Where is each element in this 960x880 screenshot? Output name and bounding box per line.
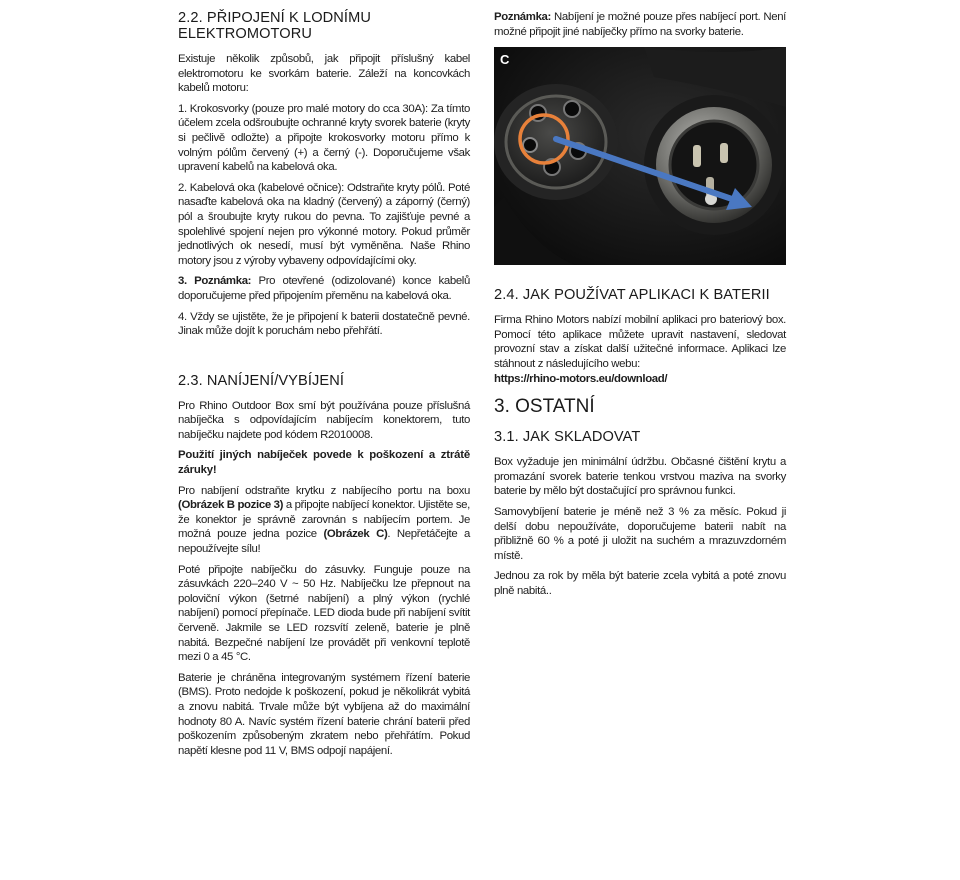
section-3-title: 3. OSTATNÍ (494, 396, 595, 418)
storage-text-2: Samovybíjení baterie je méně než 3 % za měsíc. Pokud ji delší dobu nepoužíváte, doporučujeme baterii nabít na přibližně 60 % a poté ji uložit na suchém a mrazuvzdorném místě. (494, 505, 786, 562)
bms-description: Baterie je chráněna integrovaným systémem řízení baterie (BMS). Proto nedojde k poškození, pokud je několikrát vybitá a znovu nabitá. Trvale může být vybíjena až do maximální hodnoty 80 A. Navíc systém řízení baterie chrání baterii před poškozením způsobeným zkratem nebo přehřátím. Pokud napětí klesne pod 11 V, BMS odpojí napájení. (178, 671, 470, 757)
photo-label: C (500, 52, 510, 68)
right-column (494, 10, 786, 605)
section-2-2-intro: Existuje několik způsobů, jak připojit příslušný kabel elektromotoru ke svorkám baterie. Záleží na koncovkách kabelů motoru: (178, 53, 470, 95)
charging-instructions: Pro nabíjení odstraňte krytku z nabíjecího portu na boxu (Obrázek B pozice 3) a připojte nabíjecí konektor. Ujistěte se, že konektor je správně zarovnán s nabíjecím portem. Je možná pouze jedna pozice (Obrázek C). Nepřetáčejte a nepoužívejte sílu! (178, 484, 470, 556)
section-2-2-item-3: 3. Poznámka: Pro otevřené (odizolované) konce kabelů doporučujeme před připojením přeměnu na kabelová oka. (178, 275, 470, 302)
section-2-2-item-2: 2. Kabelová oka (kabelové očnice): Odstraňte kryty pólů. Poté nasaďte kabelová oka na kladný (červený) a záporný (černý) pól a šroubujte kryty rukou do pevna. To zajišťuje pevné a spolehlivé spojení nejen pro výkonné motory. Pokud průměr jednotlivých ok nesedí, musí být vyměněna. Naše Rhino motory jsou z výroby vybaveny odpovídajícími oky. (178, 181, 470, 267)
section-2-3-title: 2.3. NANÍJENÍ/VYBÍJENÍ (178, 372, 345, 389)
section-2-2-title: 2.2. PŘIPOJENÍ K LODNÍMU ELEKTROMOTORU (178, 10, 371, 42)
charger-usage: Poté připojte nabíječku do zásuvky. Funguje pouze na zásuvkách 220–240 V ~ 50 Hz. Nabíječku lze přepnout na poloviční výkon (šetrné nabíjení) a plný výkon (rychlé nabíjení) pomocí přepínače. LED dioda bude při nabíjení svítit červeně. Jakmile se LED rozsvítí zeleně, baterie je plně nabitá. Bezpečné nabíjení lze provádět při venkovní teplotě mezi 0 a 45 °C. (178, 563, 470, 664)
section-3-1-title: 3.1. JAK SKLADOVAT (494, 429, 641, 446)
section-2-2-item-4: 4. Vždy se ujistěte, že je připojení k baterii dostatečně pevné. Jinak může dojít k poruchám nebo přehřátí. (178, 310, 470, 338)
warranty-warning: Použití jiných nabíječek povede k poškození a ztrátě záruky! (178, 449, 470, 477)
connector-photo (494, 47, 786, 265)
left-column (178, 10, 470, 764)
section-2-3-intro: Pro Rhino Outdoor Box smí být používána pouze příslušná nabíječka s odpovídajícím nabíjecím konektorem, tuto nabíječku najdete pod kódem R2010008. (178, 399, 470, 441)
connector-photo-illustration (494, 47, 786, 265)
section-2-4-title: 2.4. JAK POUŽÍVAT APLIKACI K BATERII (494, 287, 770, 304)
download-link[interactable]: https://rhino-motors.eu/download/ (494, 372, 668, 385)
storage-text-1: Box vyžaduje jen minimální údržbu. Občasné čištění krytu a promazání svorek baterie tenkou vrstvou maziva na svorky baterie by mělo být dostačující pro správnou funkci. (494, 456, 786, 498)
note-label: 3. Poznámka: (178, 275, 252, 288)
storage-text-3: Jednou za rok by měla být baterie zcela vybitá a poté znovu plně nabitá.. (494, 570, 786, 597)
section-2-2-item-1: 1. Krokosvorky (pouze pro malé motory do cca 30A): Za tímto účelem zcela odšroubujte ochranné kryty svorek baterie (kryty si pečlivě odložte) a připojte krokosvorky motoru přímo k volným pólům červený (+) a černý (-). Doporučujeme však upravení kabelů na kabelová oka. (178, 102, 470, 174)
section-2-4-text: Firma Rhino Motors nabízí mobilní aplikaci pro bateriový box. Pomocí této aplikace můžete upravit nastavení, sledovat provozní stav a získat další užitečné informace. Aplikaci lze stáhnout z následujícího webu: https://rhino-motors.eu/download/ (494, 314, 786, 385)
charging-note: Poznámka: Nabíjení je možné pouze přes nabíjecí port. Není možné připojit jiné nabíječky přímo na svorky baterie. (494, 11, 786, 38)
